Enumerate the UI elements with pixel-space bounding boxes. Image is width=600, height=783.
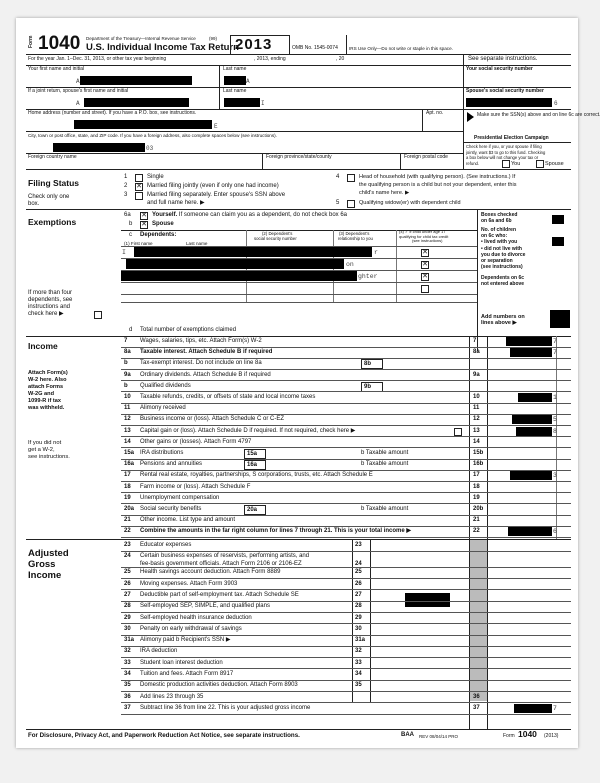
- line-16a-box[interactable]: 16a: [244, 460, 266, 470]
- line-number: 28: [124, 603, 131, 610]
- ssn-label: Your social security number: [466, 66, 533, 72]
- line-number: 20a: [124, 506, 135, 512]
- spouse-first-value[interactable]: A: [76, 100, 80, 107]
- last-name-value[interactable]: A: [246, 78, 250, 85]
- line-14-text: Other gains or (losses). Attach Form 4797: [140, 438, 252, 445]
- yourself-checkbox[interactable]: ✕: [141, 212, 147, 219]
- redaction: [512, 415, 552, 424]
- omb-number: OMB No. 1545-0074: [292, 45, 338, 51]
- exemptions-title: Exemptions: [28, 217, 77, 227]
- line-32-text: IRA deduction: [140, 648, 178, 655]
- dependents-6c-2: not entered above: [481, 281, 525, 287]
- did-not-live-3: or separation: [481, 258, 513, 264]
- line-31a-box: 31a: [355, 637, 366, 644]
- boxes-checked-2: on 6a and 6b: [481, 218, 512, 224]
- col-ssn-1: (2) Dependent's: [262, 231, 293, 236]
- filing-option-num: 2: [124, 183, 128, 189]
- line-number: 18: [124, 483, 131, 490]
- apt-label: Apt. no.: [426, 110, 444, 116]
- line-22-amount[interactable]: 6: [553, 528, 557, 536]
- pec-line-1: Check here if you, or your spouse if filing: [466, 144, 542, 149]
- line-10-text: Taxable refunds, credits, or offsets of state and local income taxes: [140, 394, 316, 400]
- baa-label: BAA: [401, 732, 414, 738]
- attach-2: W-2 here. Also: [28, 377, 67, 383]
- no-w2-2: get a W-2,: [28, 447, 55, 453]
- single-label: Single: [147, 174, 164, 180]
- see-separate: See separate instructions.: [468, 56, 538, 62]
- line-19-text: Unemployment compensation: [140, 494, 220, 501]
- pec-spouse-checkbox[interactable]: [536, 160, 544, 168]
- line-b-text: Tax-exempt interest. Do not include on line 8a: [140, 360, 262, 367]
- dependent-1-rel[interactable]: r: [374, 249, 378, 256]
- line-33-box: 33: [355, 659, 362, 666]
- more-than-four-4: check here ▶: [28, 311, 64, 317]
- line-8a-amount[interactable]: 7: [553, 349, 557, 357]
- line-number: 19: [124, 494, 131, 501]
- redaction: [510, 348, 552, 357]
- line-number: 22: [124, 528, 131, 535]
- line-31a-text: Alimony paid b Recipient's SSN ▶: [140, 637, 231, 644]
- attach-6: was withheld.: [28, 405, 65, 411]
- line-number: 16a: [124, 461, 135, 468]
- line-21-text: Other income. List type and amount: [140, 517, 236, 524]
- redaction: [134, 247, 372, 257]
- line-25-box: 25: [355, 569, 362, 576]
- line-10-amount[interactable]: 1: [553, 394, 557, 401]
- line-number: 14: [124, 438, 131, 445]
- line-30-text: Penalty on early withdrawal of savings: [140, 625, 242, 632]
- line-17-ref: 17: [473, 472, 480, 479]
- spouse-ssn-label: Spouse's social security number: [466, 88, 544, 94]
- line-35-box: 35: [355, 682, 362, 689]
- line-24-box: 24: [355, 561, 362, 568]
- married-jointly-label: Married filing jointly (even if only one had income): [147, 183, 279, 189]
- form-title: U.S. Individual Income Tax Return: [86, 42, 239, 53]
- line-12-text: Business income or (loss). Attach Schedule C or C-EZ: [140, 416, 285, 423]
- footer-form-label: Form: [503, 733, 515, 739]
- agi-title-1: Adjusted: [28, 548, 69, 559]
- line-number: 33: [124, 659, 131, 666]
- col-rel-1: (3) Dependent's: [339, 231, 370, 236]
- line-26-box: 26: [355, 580, 362, 587]
- spouse-checkbox[interactable]: ✕: [141, 221, 147, 228]
- pec-line-3: a box below will not change your tax or: [466, 155, 539, 160]
- redaction: [224, 98, 260, 107]
- redaction: [552, 215, 564, 224]
- line-number: 24: [124, 553, 131, 560]
- married-separately-checkbox[interactable]: [135, 192, 143, 200]
- line-27-box: 27: [355, 591, 362, 598]
- line-24-text-2: fee-basis government officials. Attach Form 2106 or 2106-EZ: [140, 561, 302, 568]
- line-7-ref: 7: [473, 338, 477, 344]
- line-22-ref: 22: [473, 528, 480, 535]
- city-value[interactable]: 03: [146, 145, 154, 152]
- line-number: 26: [124, 580, 131, 587]
- attach-4: W-2G and: [28, 391, 54, 397]
- line-9a-ref: 9a: [473, 371, 480, 378]
- line-27-text: Deductible part of self-employment tax. Attach Schedule SE: [140, 591, 299, 598]
- filing-status-sub-1: Check only one: [28, 194, 70, 200]
- redaction: [510, 471, 552, 480]
- redaction: [466, 98, 552, 107]
- line-20a-text: Social security benefits: [140, 506, 202, 512]
- add-numbers-2: lines above ▶: [481, 320, 517, 326]
- line-23-text: Educator expenses: [140, 542, 192, 548]
- rev-label: REV 08/04/14 PRO: [419, 734, 459, 739]
- line-7-text: Wages, salaries, tips, etc. Attach Form(s) W-2: [140, 338, 262, 344]
- form-number: 1040: [38, 33, 81, 54]
- line-number: 29: [124, 614, 131, 621]
- pec-title: Presidential Election Campaign: [474, 135, 549, 141]
- line-number: 17: [124, 472, 131, 479]
- line-number: b: [129, 221, 133, 227]
- line-number: c: [129, 232, 132, 238]
- redaction: [514, 704, 552, 713]
- boxes-checked-1: Boxes checked: [481, 212, 518, 218]
- line-7-amount[interactable]: 7: [553, 338, 557, 345]
- line-36-ref: 36: [473, 693, 480, 700]
- line-number: 32: [124, 648, 131, 655]
- line-8b-box[interactable]: 8b: [361, 359, 383, 369]
- line-number: 15a: [124, 450, 135, 456]
- first-name-label: Your first name and initial: [28, 66, 84, 72]
- arrow-icon: [467, 112, 474, 122]
- spouse-last-value[interactable]: I: [261, 100, 265, 107]
- line-number: 11: [124, 405, 131, 412]
- line-11-ref: 11: [473, 405, 480, 412]
- add-numbers-1: Add numbers on: [481, 314, 525, 320]
- footer-form-number: 1040: [518, 729, 537, 739]
- filing-status-title: Filing Status: [28, 178, 79, 188]
- line-37-text: Subtract line 36 from line 22. This is your adjusted gross income: [140, 704, 311, 711]
- dependent-1-ctc-checkbox[interactable]: ✕: [422, 249, 428, 256]
- line-number: b: [124, 360, 128, 367]
- filing-option-num: 4: [336, 174, 340, 180]
- taxable-amount-label: b Taxable amount: [361, 461, 409, 468]
- line-9a-text: Ordinary dividends. Attach Schedule B if required: [140, 371, 271, 378]
- tax-year: 2013: [235, 36, 273, 53]
- dept-label: Department of the Treasury—Internal Revenue Service: [86, 36, 196, 41]
- line-17-text: Rental real estate, royalties, partnerships, S corporations, trusts, etc. Attach Schedule E: [140, 472, 373, 479]
- income-title: Income: [28, 341, 58, 351]
- line-number: 7: [124, 338, 128, 344]
- make-sure-line: Make sure the SSN(s) above and on line 6c are correct.: [477, 112, 600, 118]
- attach-1: Attach Form(s): [28, 370, 68, 376]
- dependent-3-rel[interactable]: ghter: [358, 273, 378, 280]
- line-9b-box[interactable]: 9b: [361, 382, 383, 392]
- taxable-amount-label: b Taxable amount: [361, 450, 409, 456]
- married-jointly-checkbox[interactable]: ✕: [136, 183, 142, 190]
- period-end: , 20: [336, 56, 345, 62]
- year-box: [230, 35, 290, 55]
- line-33-text: Student loan interest deduction: [140, 659, 223, 666]
- head-of-household-checkbox[interactable]: [347, 174, 355, 182]
- dependent-2-rel[interactable]: on: [346, 261, 354, 268]
- line-number: d: [129, 327, 133, 333]
- pec-you-label: You: [511, 161, 521, 167]
- filing-option-num: 1: [124, 174, 128, 180]
- line-number: 13: [124, 427, 131, 434]
- line-12-amount[interactable]: 5: [553, 416, 557, 424]
- line-32-box: 32: [355, 648, 362, 655]
- hoh-label-3: child's name here. ▶: [359, 190, 410, 196]
- line-18-ref: 18: [473, 483, 480, 490]
- line-18-text: Farm income or (loss). Attach Schedule F: [140, 483, 251, 490]
- line-12-ref: 12: [473, 416, 480, 423]
- line-20b-ref: 20b: [473, 506, 484, 512]
- redaction: [518, 393, 552, 402]
- line-13-ref: 13: [473, 427, 480, 434]
- line-6b-text: Spouse: [152, 221, 174, 227]
- no-children-1: No. of children: [481, 227, 516, 233]
- line-6a-text: Yourself. If someone can claim you as a dependent, do not check box 6a: [152, 212, 348, 218]
- did-not-live-4: (see instructions): [481, 264, 523, 270]
- line-37-ref: 37: [473, 704, 480, 711]
- redaction: [552, 237, 564, 246]
- filing-option-num: 5: [336, 200, 340, 206]
- redaction: [121, 271, 357, 281]
- dependent-3-ctc-checkbox[interactable]: ✕: [422, 273, 428, 280]
- dependents-6c-1: Dependents on 6c: [481, 275, 525, 281]
- more-than-four-2: dependents, see: [28, 297, 73, 303]
- form-1040-page: [16, 18, 600, 748]
- redaction: [74, 120, 212, 129]
- line-number: 10: [124, 394, 131, 400]
- redaction: [506, 337, 552, 346]
- line-6d-text: Total number of exemptions claimed: [140, 327, 237, 333]
- spouse-name-label: If a joint return, spouse's first name and initial: [28, 88, 129, 94]
- lived-with-you: • lived with you: [481, 239, 518, 245]
- line-number: 27: [124, 591, 131, 598]
- line-16b-ref: 16b: [473, 461, 484, 468]
- pec-line-2: jointly, want $3 to go to this fund. Checking: [466, 149, 546, 155]
- line-number: 31a: [124, 637, 135, 644]
- line-b-text: Qualified dividends: [140, 382, 191, 389]
- line-number: 9a: [124, 371, 131, 378]
- shaded-column: [470, 540, 487, 701]
- pec-spouse-label: Spouse: [545, 161, 564, 167]
- more-than-four-3: instructions and: [28, 304, 71, 310]
- line-36-text: Add lines 23 through 35: [140, 693, 204, 700]
- line-26-text: Moving expenses. Attach Form 3903: [140, 580, 238, 587]
- line-14-ref: 14: [473, 438, 480, 445]
- pec-line-4: refund.: [466, 160, 480, 166]
- married-separately-label: Married filing separately. Enter spouse's SSN above: [147, 192, 286, 198]
- line-number: 25: [124, 569, 131, 576]
- line-10-ref: 10: [473, 394, 480, 400]
- redaction: [53, 143, 145, 152]
- line-22-text: Combine the amounts in the far right column for lines 7 through 21. This is your total income ▶: [140, 528, 411, 535]
- line-34-text: Tuition and fees. Attach Form 8917: [140, 671, 234, 677]
- line-15a-box[interactable]: 15a: [244, 449, 266, 459]
- privacy-notice: For Disclosure, Privacy Act, and Paperwork Reduction Act Notice, see separate instructions.: [28, 732, 300, 739]
- foreign-country-label: Foreign country name: [28, 154, 77, 160]
- line-13-text: Capital gain or (loss). Attach Schedule D if required. If not required, check here ▶: [140, 427, 356, 434]
- more-dependents-checkbox[interactable]: [94, 311, 102, 319]
- pec-you-checkbox[interactable]: [502, 160, 510, 168]
- foreign-province-label: Foreign province/state/county: [266, 154, 332, 160]
- col-last-name: Last name: [186, 241, 208, 246]
- filing-status-sub-2: box.: [28, 201, 40, 207]
- line-24-text: Certain business expenses of reservists, performing artists, and: [140, 553, 310, 560]
- line-28-text: Self-employed SEP, SIMPLE, and qualified plans: [140, 603, 270, 610]
- line-number: 35: [124, 682, 131, 689]
- line-28-box: 28: [355, 603, 362, 610]
- line-number: b: [124, 382, 128, 389]
- line-20a-box[interactable]: 20a: [244, 505, 266, 515]
- more-than-four-1: If more than four: [28, 290, 73, 296]
- last-name-label: Last name: [223, 66, 247, 72]
- foreign-postal-label: Foreign postal code: [404, 154, 448, 160]
- line-23-box: 23: [355, 542, 362, 548]
- footer-year: (2013): [544, 733, 559, 739]
- line-8a-ref: 8a: [473, 349, 480, 356]
- dependent-2-ctc-checkbox[interactable]: ✕: [422, 261, 428, 268]
- address-value[interactable]: E: [214, 123, 218, 130]
- filing-option-num: 3: [124, 192, 128, 198]
- no-w2-1: If you did not: [28, 440, 62, 446]
- widow-label: Qualifying widow(er) with dependent child: [359, 200, 461, 206]
- line-number: 21: [124, 517, 131, 524]
- spouse-last-name-label: Last name: [223, 88, 247, 94]
- redaction: [84, 98, 189, 107]
- line-number: 23: [124, 542, 131, 548]
- line-21-ref: 21: [473, 517, 480, 524]
- irs-use-only: IRS Use Only—Do not write or staple in this space.: [349, 46, 453, 51]
- line-25-text: Health savings account deduction. Attach Form 8889: [140, 569, 281, 576]
- col-ssn-2: social security number: [254, 236, 297, 241]
- line-15b-ref: 15b: [473, 450, 484, 456]
- line-number: 34: [124, 671, 131, 677]
- line-17-amount[interactable]: 3: [553, 472, 557, 480]
- line-13-amount[interactable]: 8: [553, 427, 557, 435]
- address-label: Home address (number and street). If you have a P.O. box, see instructions.: [28, 110, 197, 116]
- line-number: 8a: [124, 349, 131, 356]
- total-exemptions-box[interactable]: [550, 310, 570, 328]
- line-30-box: 30: [355, 625, 362, 632]
- hoh-label-1: Head of household (with qualifying person). (See instructions.) If: [359, 174, 516, 180]
- line-11-text: Alimony received: [140, 405, 186, 412]
- line-35-text: Domestic production activities deduction. Attach Form 8903: [140, 682, 298, 689]
- line-29-box: 29: [355, 614, 362, 621]
- line-29-text: Self-employed health insurance deduction: [140, 614, 252, 621]
- city-label: City, town or post office, state, and ZIP code. If you have a foreign address, also complete spaces below (see instructions).: [28, 133, 277, 138]
- col-ctc-1: (4) ✓ if child under age 17: [399, 229, 446, 234]
- dependents-label: Dependents:: [140, 232, 177, 238]
- redaction: [508, 527, 552, 536]
- col-rel-2: relationship to you: [338, 236, 373, 241]
- line-34-box: 34: [355, 671, 362, 677]
- agi-title-2: Gross: [28, 559, 56, 570]
- redaction: [516, 427, 552, 436]
- dependent-4-ctc-checkbox[interactable]: [421, 285, 429, 293]
- dependent-1-first[interactable]: I: [122, 249, 126, 256]
- col-ctc-3: (see instructions): [412, 238, 443, 244]
- attach-3: attach Forms: [28, 384, 64, 390]
- line-number: 12: [124, 416, 131, 423]
- attach-5: 1099-R if tax: [28, 398, 61, 404]
- hoh-label-2: the qualifying person is a child but not your dependent, enter this: [359, 182, 517, 188]
- form-vertical-label: Form: [28, 35, 34, 48]
- did-not-live-1: • did not live with: [481, 246, 522, 252]
- did-not-live-2: you due to divorce: [481, 252, 526, 258]
- period-mid: , 2013, ending: [254, 56, 286, 62]
- line-16a-text: Pensions and annuities: [140, 461, 203, 468]
- widow-checkbox[interactable]: [347, 200, 355, 208]
- line-8a-text: Taxable interest. Attach Schedule B if required: [140, 349, 273, 356]
- line-13-checkbox[interactable]: [454, 428, 462, 436]
- col-first-name: (1) First name: [124, 241, 153, 246]
- line-15a-text: IRA distributions: [140, 450, 184, 456]
- married-separately-label-2: and full name here. ▶: [147, 200, 205, 206]
- line-number: 6a: [124, 212, 131, 218]
- no-w2-3: see instructions.: [28, 454, 70, 460]
- line-number: 37: [124, 704, 131, 711]
- line-37-amount[interactable]: 7: [553, 704, 557, 712]
- period-label: For the year Jan. 1–Dec. 31, 2013, or other tax year beginning: [28, 56, 167, 62]
- line-number: 30: [124, 625, 131, 632]
- agi-title-3: Income: [28, 570, 62, 581]
- line-19-ref: 19: [473, 494, 480, 501]
- code-label: (99): [209, 36, 218, 41]
- redaction: [224, 76, 246, 85]
- no-children-2: on 6c who:: [481, 233, 508, 239]
- redaction: [80, 76, 192, 85]
- redaction: [126, 259, 344, 269]
- line-number: 36: [124, 693, 131, 700]
- spouse-ssn-value[interactable]: 6: [554, 100, 558, 107]
- col-ctc-2: qualifying for child tax credit: [399, 233, 449, 239]
- taxable-amount-label: b Taxable amount: [361, 506, 409, 512]
- first-name-value[interactable]: A: [76, 78, 80, 85]
- single-checkbox[interactable]: [135, 174, 143, 182]
